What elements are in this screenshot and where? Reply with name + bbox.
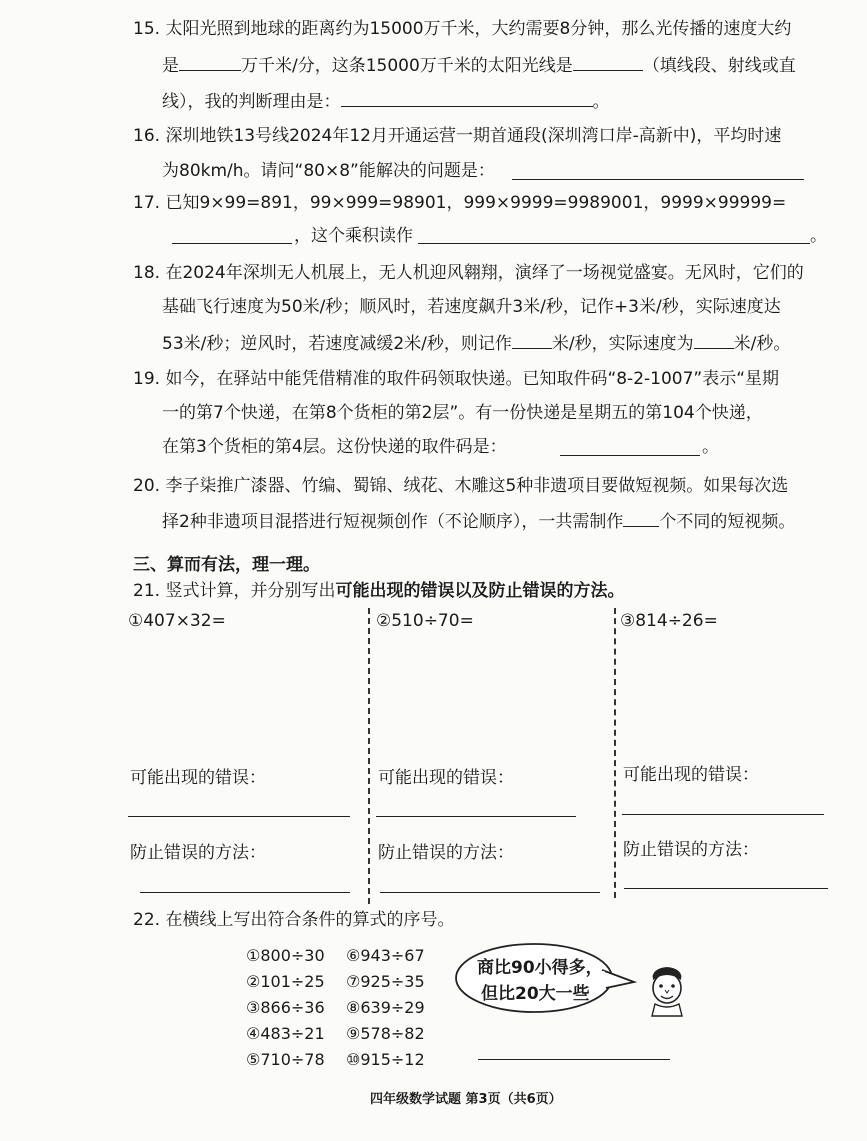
q17-read-label: ，这个乘积读作	[294, 226, 413, 246]
q22-option-6: ⑥943÷67	[346, 946, 425, 965]
q19-line1: 19. 如今，在驿站中能凭借精准的取件码领取快递。已知取件码“8-2-1007”表示“星期	[133, 369, 780, 389]
q21-error-line-1[interactable]	[128, 816, 350, 817]
q22-option-9: ⑨578÷82	[346, 1024, 425, 1043]
q21-expr-2: ②510÷70=	[376, 611, 474, 631]
q21-divider-2	[614, 608, 616, 898]
q15-end: 。	[592, 92, 610, 112]
q18-line1: 18. 在2024年深圳无人机展上，无人机迎风翱翔，演绎了一场视觉盛宴。无风时，它们的	[133, 263, 804, 283]
q15-text-b: 万千米/分，这条15000万千米的太阳光线是	[241, 56, 573, 76]
q15-text-c: （填线段、射线或直	[642, 56, 796, 76]
q21-prevent-label-2: 防止错误的方法：	[378, 843, 514, 863]
q21-title-a: 21. 竖式计算，并分别写出	[133, 581, 336, 601]
q21-expr-3: ③814÷26=	[620, 611, 718, 631]
q20-line1: 20. 李子柒推广漆器、竹编、蜀锦、绒花、木雕这5种非遗项目要做短视频。如果每次选	[133, 476, 789, 496]
q19-line2: 一的第7个快递，在第8个货柜的第2层”。有一份快递是星期五的第104个快递，	[162, 403, 763, 423]
q22-option-5: ⑤710÷78	[246, 1050, 325, 1069]
q22-option-10: ⑩915÷12	[346, 1050, 425, 1069]
q18-line2: 基础飞行速度为50米/秒；顺风时，若速度飙升3米/秒，记作+3米/秒，实际速度达	[162, 297, 781, 317]
q21-error-line-2[interactable]	[376, 816, 576, 817]
q15-blank-speed[interactable]	[179, 56, 241, 71]
q20-line2	[162, 512, 795, 531]
q19-end: 。	[702, 437, 719, 457]
q18-blank-record[interactable]	[512, 334, 552, 349]
page-footer: 四年级数学试题 第3页（共6页）	[370, 1092, 562, 1107]
q21-title	[133, 583, 624, 600]
q20-text-a: 择2种非遗项目混搭进行短视频创作（不论顺序），一共需制作	[162, 512, 624, 532]
q22-option-8: ⑧639÷29	[346, 998, 425, 1017]
q15-text-a: 是	[162, 56, 179, 76]
bubble-text-2: 但比20大一些	[481, 984, 590, 1004]
q21-error-label-2: 可能出现的错误：	[378, 768, 514, 788]
q22-option-7: ⑦925÷35	[346, 972, 425, 991]
q22-option-4: ④483÷21	[246, 1024, 325, 1043]
q21-error-line-3[interactable]	[622, 814, 824, 815]
q17-read-line[interactable]	[418, 243, 810, 244]
q15-blank-type[interactable]	[573, 56, 643, 71]
q21-divider-1	[368, 608, 370, 904]
q17-end: 。	[810, 226, 827, 246]
q15-blank-reason[interactable]	[341, 92, 593, 107]
speech-bubble	[452, 938, 638, 1018]
q22-option-1: ①800÷30	[246, 946, 325, 965]
q18-text-c: 米/秒。	[733, 334, 791, 354]
q22-title: 22. 在横线上写出符合条件的算式的序号。	[133, 910, 455, 930]
q15-text-d: 线），我的判断理由是：	[162, 92, 341, 112]
boy-face-icon	[644, 962, 690, 1018]
q15-line2	[162, 56, 796, 75]
q19-line3: 在第3个货柜的第4层。这份快递的取件码是：	[162, 437, 507, 457]
q21-error-label-3: 可能出现的错误：	[623, 765, 759, 785]
q21-error-label-1: 可能出现的错误：	[130, 768, 266, 788]
q18-text-a: 53米/秒；逆风时，若速度减缓2米/秒，则记作	[162, 334, 512, 354]
q21-title-b: 可能出现的错误以及防止错误的方法。	[335, 581, 625, 601]
q21-prevent-line-3[interactable]	[624, 888, 828, 889]
q18-line3	[162, 334, 790, 353]
q22-option-2: ②101÷25	[246, 972, 325, 991]
q16-answer-line[interactable]	[512, 179, 804, 180]
q15-line3	[162, 92, 610, 111]
q19-answer-line[interactable]	[560, 455, 700, 456]
q21-expr-1: ①407×32=	[128, 611, 226, 631]
q16-line1: 16. 深圳地铁13号线2024年12月开通运营一期首通段(深圳湾口岸-高新中)，平均时速	[133, 126, 782, 146]
q22-answer-line[interactable]	[478, 1059, 670, 1060]
q18-blank-speed[interactable]	[694, 334, 734, 349]
q21-prevent-label-3: 防止错误的方法：	[623, 840, 759, 860]
q20-blank-count[interactable]	[623, 512, 659, 527]
q21-prevent-line-2[interactable]	[380, 892, 600, 893]
q15-line1: 15. 太阳光照到地球的距离约为15000万千米，大约需要8分钟，那么光传播的速度大约	[133, 19, 792, 39]
section-3-heading: 三、算而有法，理一理。	[133, 555, 320, 575]
q20-text-b: 个不同的短视频。	[659, 512, 796, 532]
q17-line1: 17. 已知9×99=891，99×999=98901，999×9999=9989001，9999×99999=	[133, 193, 787, 213]
q16-line2: 为80km/h。请问“80×8”能解决的问题是：	[162, 161, 495, 181]
q21-prevent-line-1[interactable]	[140, 892, 350, 893]
q22-option-3: ③866÷36	[246, 998, 325, 1017]
q17-product-line[interactable]	[172, 243, 292, 244]
bubble-text-1: 商比90小得多，	[477, 958, 603, 978]
q18-text-b: 米/秒，实际速度为	[551, 334, 694, 354]
q21-prevent-label-1: 防止错误的方法：	[130, 843, 266, 863]
